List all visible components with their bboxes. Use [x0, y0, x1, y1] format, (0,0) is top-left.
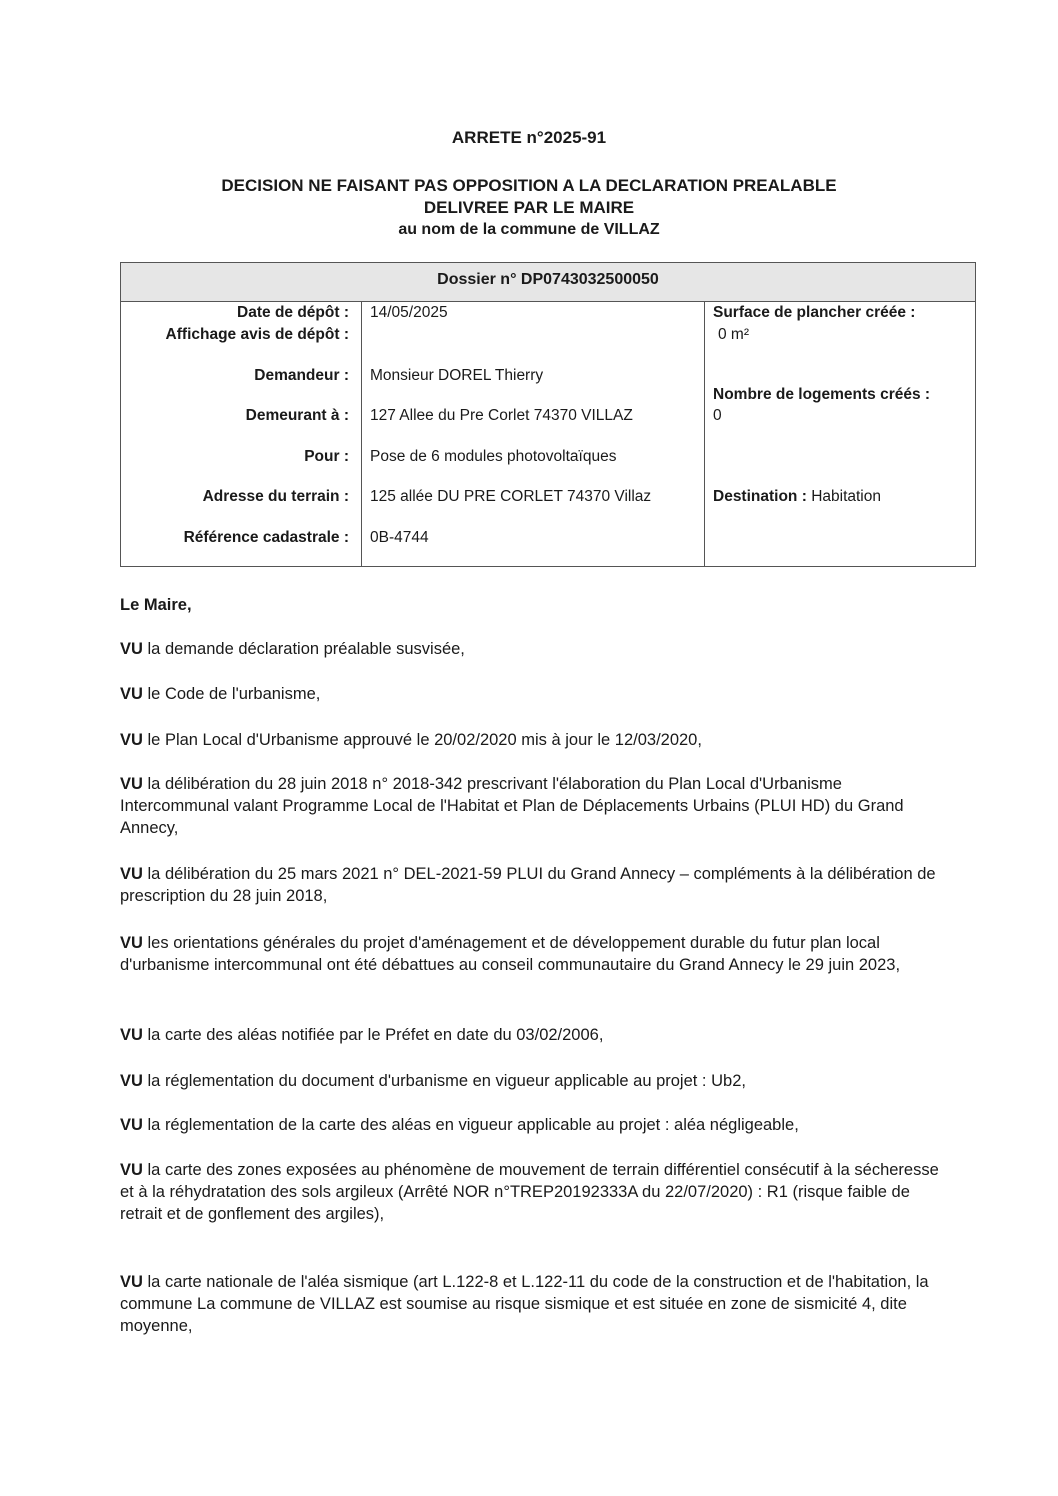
considerant [120, 1271, 940, 1337]
considerant-text: la carte des aléas notifiée par le Préfet en date du 03/02/2006, [147, 1026, 604, 1044]
considerant [120, 729, 940, 751]
vu-word: VU [120, 731, 143, 749]
logements-value: 0 [713, 407, 722, 424]
dossier-title: Dossier n° DP0743032500050 [121, 263, 975, 302]
adresse-value: 125 allée DU PRE CORLET 74370 Villaz [370, 488, 652, 505]
decision-line-3: au nom de la commune de VILLAZ [398, 221, 660, 238]
vu-word: VU [120, 775, 143, 793]
date-depot-label: Date de dépôt : [237, 304, 349, 321]
arrete-title: ARRETE n°2025-91 [451, 128, 607, 147]
adresse-label: Adresse du terrain : [202, 488, 349, 505]
considerant-text: la réglementation du document d'urbanisme en vigueur applicable au projet : Ub2, [147, 1072, 746, 1090]
surface-label: Surface de plancher créée : [713, 304, 916, 321]
destination-row [713, 488, 881, 506]
vu-word: VU [120, 1116, 143, 1134]
column-divider-right [704, 301, 705, 566]
considerant [120, 1024, 940, 1046]
considerant-text: la demande déclaration préalable susvisée, [147, 640, 465, 658]
demandeur-label: Demandeur : [254, 367, 349, 384]
vu-word: VU [120, 865, 143, 883]
considerant [120, 932, 940, 976]
considerant [120, 773, 940, 839]
vu-word: VU [120, 1026, 143, 1044]
considerant [120, 638, 940, 660]
logements-label: Nombre de logements créés : [713, 386, 931, 403]
demeurant-label: Demeurant à : [245, 407, 349, 424]
considerant-text: la délibération du 25 mars 2021 n° DEL-2021-59 PLUI du Grand Annecy – compléments à la délibération de prescription du 28 juin 2018, [120, 865, 936, 905]
decision-line-1: DECISION NE FAISANT PAS OPPOSITION A LA DECLARATION PREALABLE [221, 176, 837, 195]
vu-word: VU [120, 640, 143, 658]
considerant-text: le Code de l'urbanisme, [147, 685, 321, 703]
surface-value: 0 m² [718, 326, 749, 343]
date-depot-value: 14/05/2025 [370, 304, 448, 321]
demandeur-value: Monsieur DOREL Thierry [370, 367, 544, 384]
column-divider-left [361, 301, 362, 566]
considerant-text: la délibération du 28 juin 2018 n° 2018-342 prescrivant l'élaboration du Plan Local d'Urbanisme Intercommunal valant Programme Local de l'Habitat et Plan de Déplacements Urbains (PLUI HD) du Grand Annecy, [120, 775, 904, 837]
decision-heading [0, 175, 1058, 241]
dossier-box [120, 262, 976, 567]
considerant-text: les orientations générales du projet d'aménagement et de développement durable du futur plan local d'urbanisme intercommunal ont été débattues au conseil communautaire du Grand Annecy le 29 juin 2023, [120, 934, 901, 974]
considerant [120, 683, 940, 705]
vu-word: VU [120, 685, 143, 703]
pour-value: Pose de 6 modules photovoltaïques [370, 448, 617, 465]
considerant [120, 1159, 940, 1225]
considerant [120, 1114, 940, 1136]
considerant [120, 1070, 940, 1092]
destination-label: Destination : [713, 488, 807, 505]
considerant-text: la carte nationale de l'aléa sismique (art L.122-8 et L.122-11 du code de la construction et de l'habitation, la commune La commune de VILLAZ est soumise au risque sismique et est située en zone de sismicité 4, dite moyenne, [120, 1273, 929, 1335]
considerant-text: la carte des zones exposées au phénomène de mouvement de terrain différentiel consécutif à la sécheresse et à la réhydratation des sols argileux (Arrêté NOR n°TREP20192333A du 22/07/2020) : R1 (risque faible de retrait et de gonflement des argiles), [120, 1161, 939, 1223]
vu-word: VU [120, 1072, 143, 1090]
affichage-label: Affichage avis de dépôt : [165, 326, 349, 343]
reference-label: Référence cadastrale : [183, 529, 349, 546]
decision-line-2: DELIVREE PAR LE MAIRE [423, 198, 635, 217]
vu-word: VU [120, 1273, 143, 1291]
vu-word: VU [120, 1161, 143, 1179]
pour-label: Pour : [304, 448, 349, 465]
vu-word: VU [120, 934, 143, 952]
intro-line: Le Maire, [120, 596, 192, 614]
reference-value: 0B-4744 [370, 529, 429, 546]
considerant-text: le Plan Local d'Urbanisme approuvé le 20/02/2020 mis à jour le 12/03/2020, [147, 731, 702, 749]
considerant [120, 863, 940, 907]
destination-value: Habitation [811, 488, 881, 505]
demeurant-value: 127 Allee du Pre Corlet 74370 VILLAZ [370, 407, 633, 424]
considerant-text: la réglementation de la carte des aléas en vigueur applicable au projet : aléa négligeable, [147, 1116, 799, 1134]
